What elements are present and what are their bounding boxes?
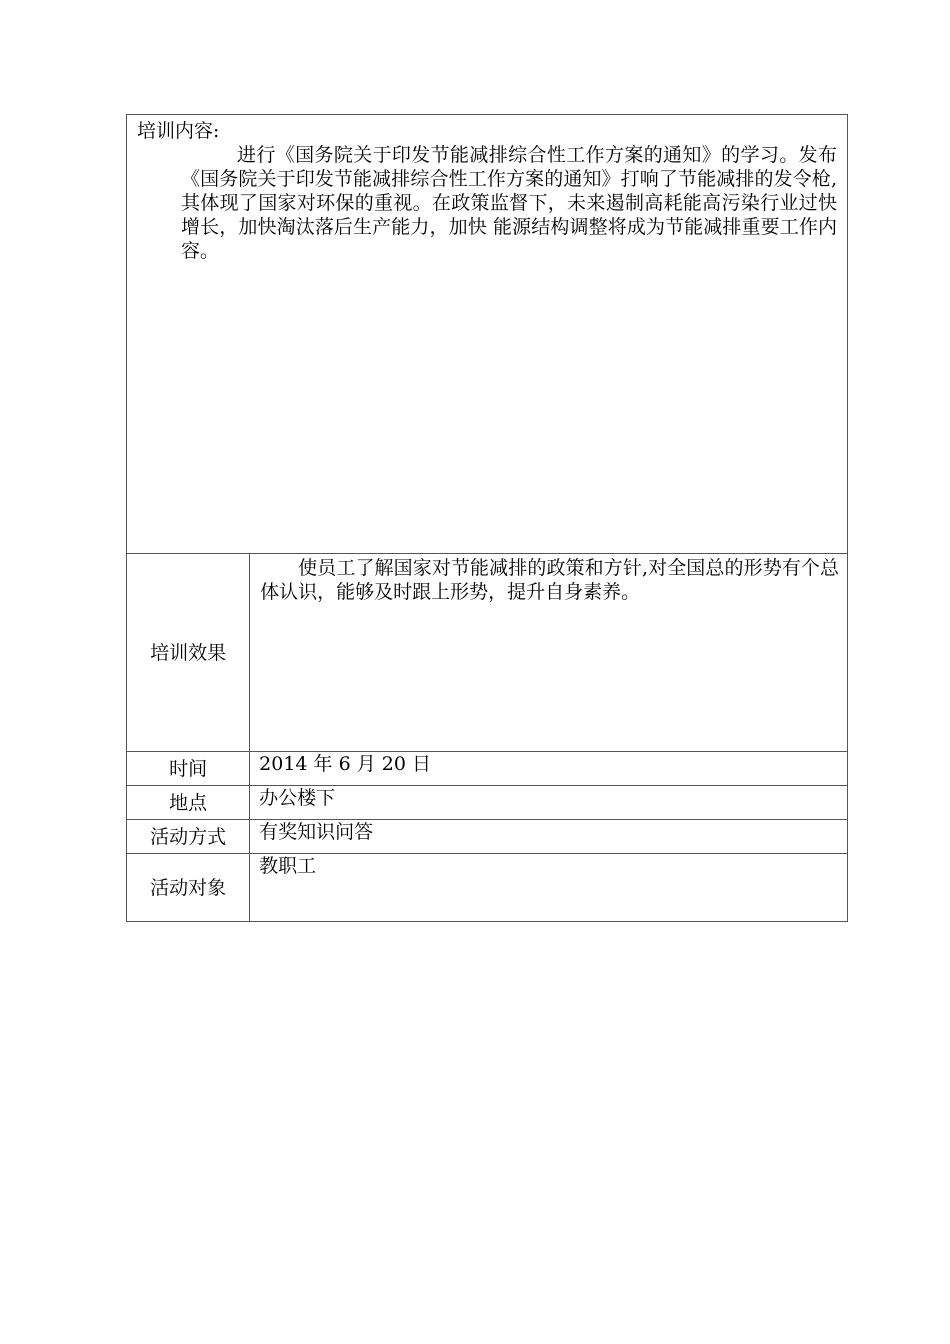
location-value: 办公楼下: [250, 786, 848, 820]
location-label: 地点: [127, 786, 250, 820]
time-label: 时间: [127, 752, 250, 786]
training-effect-row: [127, 554, 848, 752]
time-value: 2014 年 6 月 20 日: [250, 752, 848, 786]
activity-target-label: 活动对象: [127, 854, 250, 922]
activity-target-row: [127, 854, 848, 922]
training-content-text: 进行《国务院关于印发节能减排综合性工作方案的通知》的学习。发布《国务院关于印发节能减排综合性工作方案的通知》打响了节能减排的发令枪, 其体现了国家对环保的重视。在政策监督下，未来遏制高耗能高污染行业过快增长，加快淘汰落后生产能力，加快 能源结构调整将成为节能减排重要工作内容。: [181, 144, 837, 262]
training-content-heading: 培训内容:: [137, 120, 220, 142]
activity-method-label: 活动方式: [127, 820, 250, 854]
activity-method-row: [127, 820, 848, 854]
training-record-table: [126, 114, 848, 922]
activity-method-value: 有奖知识问答: [250, 820, 848, 854]
location-row: [127, 786, 848, 820]
training-content-body: [181, 143, 837, 263]
time-row: [127, 752, 848, 786]
training-content-cell: [127, 115, 848, 554]
activity-target-value: 教职工: [250, 854, 848, 922]
training-effect-value: [250, 554, 848, 752]
training-content-row: [127, 115, 848, 554]
training-effect-text: 使员工了解国家对节能减排的政策和方针,对全国总的形势有个总体认识，能够及时跟上形势，提升自身素养。: [260, 557, 839, 603]
training-effect-label: 培训效果: [127, 554, 250, 752]
